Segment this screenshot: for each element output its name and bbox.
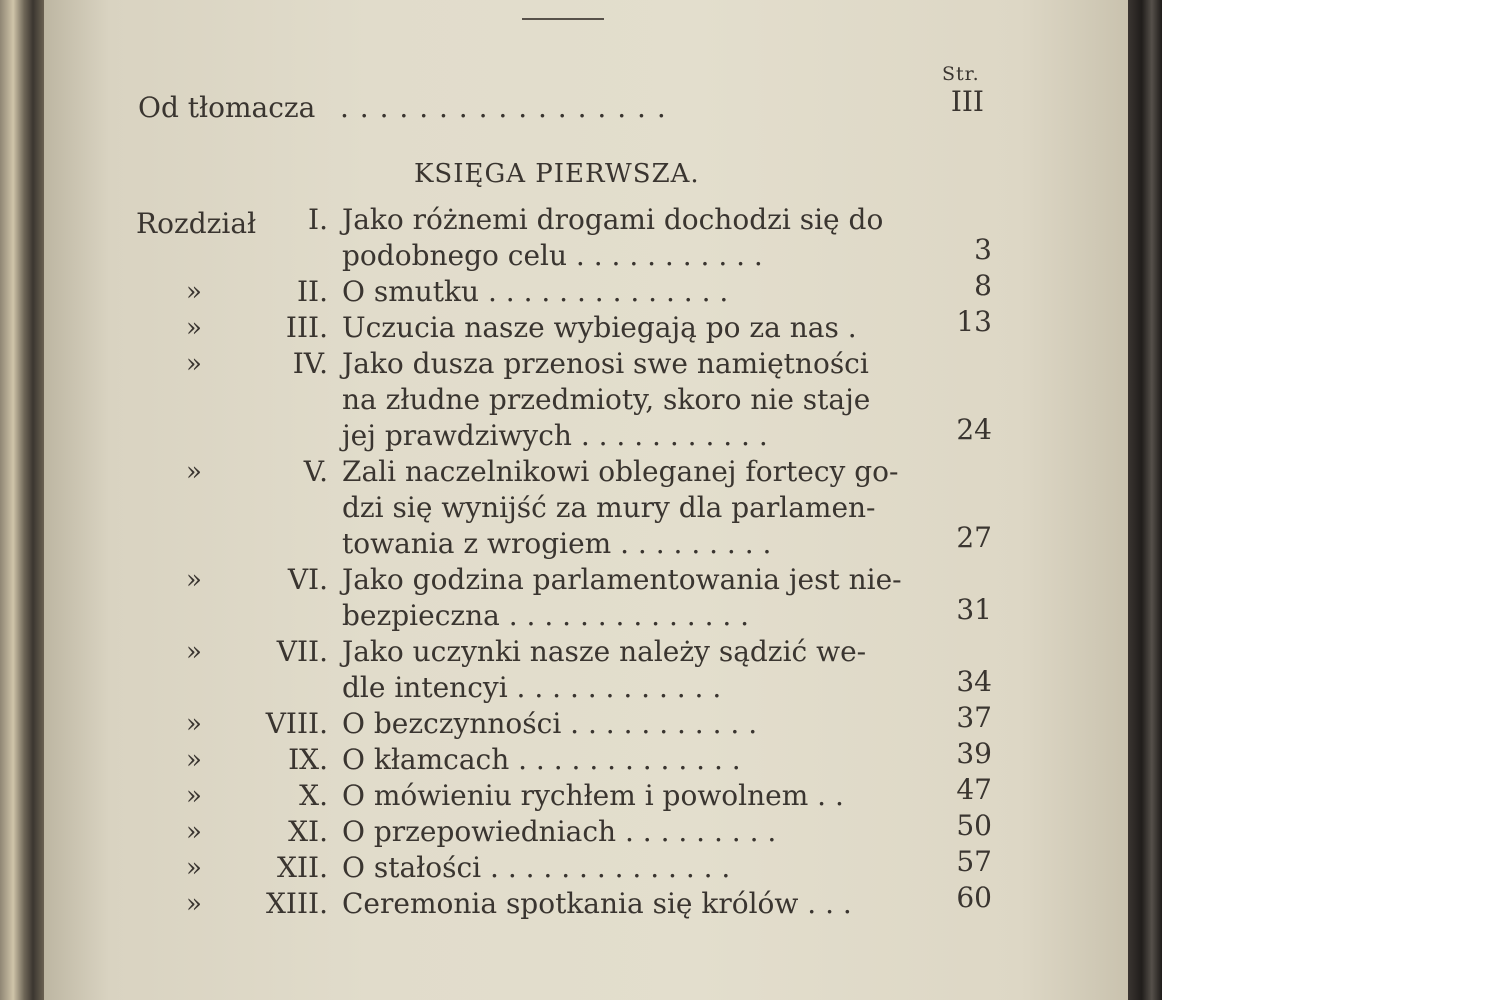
entry-text-line: Jako uczynki nasze należy sądzić we-	[342, 635, 867, 668]
entry-marker: »	[186, 745, 202, 775]
entry-marker: »	[186, 817, 202, 847]
entry-numeral: III.	[285, 311, 328, 344]
preface-page: III	[950, 85, 984, 118]
entry-text-line: O smutku . . . . . . . . . . . . . .	[342, 275, 729, 308]
page-column-label: Str.	[942, 63, 980, 85]
entry-numeral: XII.	[277, 851, 328, 884]
entry-text-line: O mówieniu rychłem i powolnem . .	[342, 779, 844, 812]
entry-text-line: O kłamcach . . . . . . . . . . . . .	[342, 743, 741, 776]
entry-text-line: O stałości . . . . . . . . . . . . . .	[342, 851, 731, 884]
entry-numeral: IX.	[288, 743, 328, 776]
book-edge-right	[1128, 0, 1162, 1000]
entry-marker: »	[186, 709, 202, 739]
entry-marker: »	[186, 349, 202, 379]
entry-page-number: 8	[974, 269, 992, 302]
entry-numeral: X.	[299, 779, 328, 812]
entry-page-number: 13	[956, 305, 992, 338]
entry-numeral: VI.	[287, 563, 328, 596]
entry-text-line: Jako różnemi drogami dochodzi się do	[342, 203, 884, 236]
entry-text-line: towania z wrogiem . . . . . . . . .	[342, 527, 772, 560]
entry-numeral: XIII.	[265, 887, 328, 920]
entry-page-number: 27	[956, 521, 992, 554]
entry-marker: »	[186, 781, 202, 811]
entry-page-number: 60	[956, 881, 992, 914]
entry-numeral: XI.	[288, 815, 328, 848]
entry-text-line: podobnego celu . . . . . . . . . . .	[342, 239, 763, 272]
entry-text-line: dzi się wynijść za mury dla parlamen-	[342, 491, 876, 524]
entry-page-number: 39	[956, 737, 992, 770]
entry-numeral: VII.	[276, 635, 328, 668]
entry-numeral: II.	[296, 275, 328, 308]
preface-title: Od tłomacza	[138, 91, 316, 124]
entry-text-line: Jako dusza przenosi swe namiętności	[342, 347, 869, 380]
header-rule	[522, 18, 604, 20]
entry-page-number: 24	[956, 413, 992, 446]
entry-text-line: Ceremonia spotkania się królów . . .	[342, 887, 852, 920]
chapter-prefix: Rozdział	[136, 207, 257, 240]
entry-text-line: Uczucia nasze wybiegają po za nas .	[342, 311, 857, 344]
entry-marker: »	[186, 637, 202, 667]
entry-text-line: jej prawdziwych . . . . . . . . . . .	[342, 419, 768, 452]
entry-page-number: 31	[956, 593, 992, 626]
entry-text-line: na złudne przedmioty, skoro nie staje	[342, 383, 871, 416]
entry-page-number: 3	[974, 233, 992, 266]
entry-text-line: dle intencyi . . . . . . . . . . . .	[342, 671, 722, 704]
entry-text-line: Jako godzina parlamentowania jest nie-	[342, 563, 902, 596]
entry-numeral: VIII.	[265, 707, 328, 740]
entry-marker: »	[186, 277, 202, 307]
entry-page-number: 47	[956, 773, 992, 806]
entry-text-line: bezpieczna . . . . . . . . . . . . . .	[342, 599, 750, 632]
entry-text-line: O przepowiedniach . . . . . . . . .	[342, 815, 777, 848]
entry-marker: »	[186, 313, 202, 343]
entry-page-number: 37	[956, 701, 992, 734]
entry-marker: »	[186, 889, 202, 919]
preface-leader: . . . . . . . . . . . . . . . . .	[340, 91, 667, 124]
entry-text-line: Zali naczelnikowi obleganej fortecy go-	[342, 455, 899, 488]
entry-numeral: I.	[308, 203, 328, 236]
entry-text-line: O bezczynności . . . . . . . . . . .	[342, 707, 758, 740]
entry-page-number: 57	[956, 845, 992, 878]
entry-marker: »	[186, 457, 202, 487]
entry-numeral: IV.	[292, 347, 328, 380]
entry-marker: »	[186, 853, 202, 883]
entry-page-number: 50	[956, 809, 992, 842]
entry-numeral: V.	[303, 455, 328, 488]
entry-marker: »	[186, 565, 202, 595]
entry-page-number: 34	[956, 665, 992, 698]
book-binding-left	[0, 0, 44, 1000]
book-title: KSIĘGA PIERWSZA.	[414, 159, 700, 189]
